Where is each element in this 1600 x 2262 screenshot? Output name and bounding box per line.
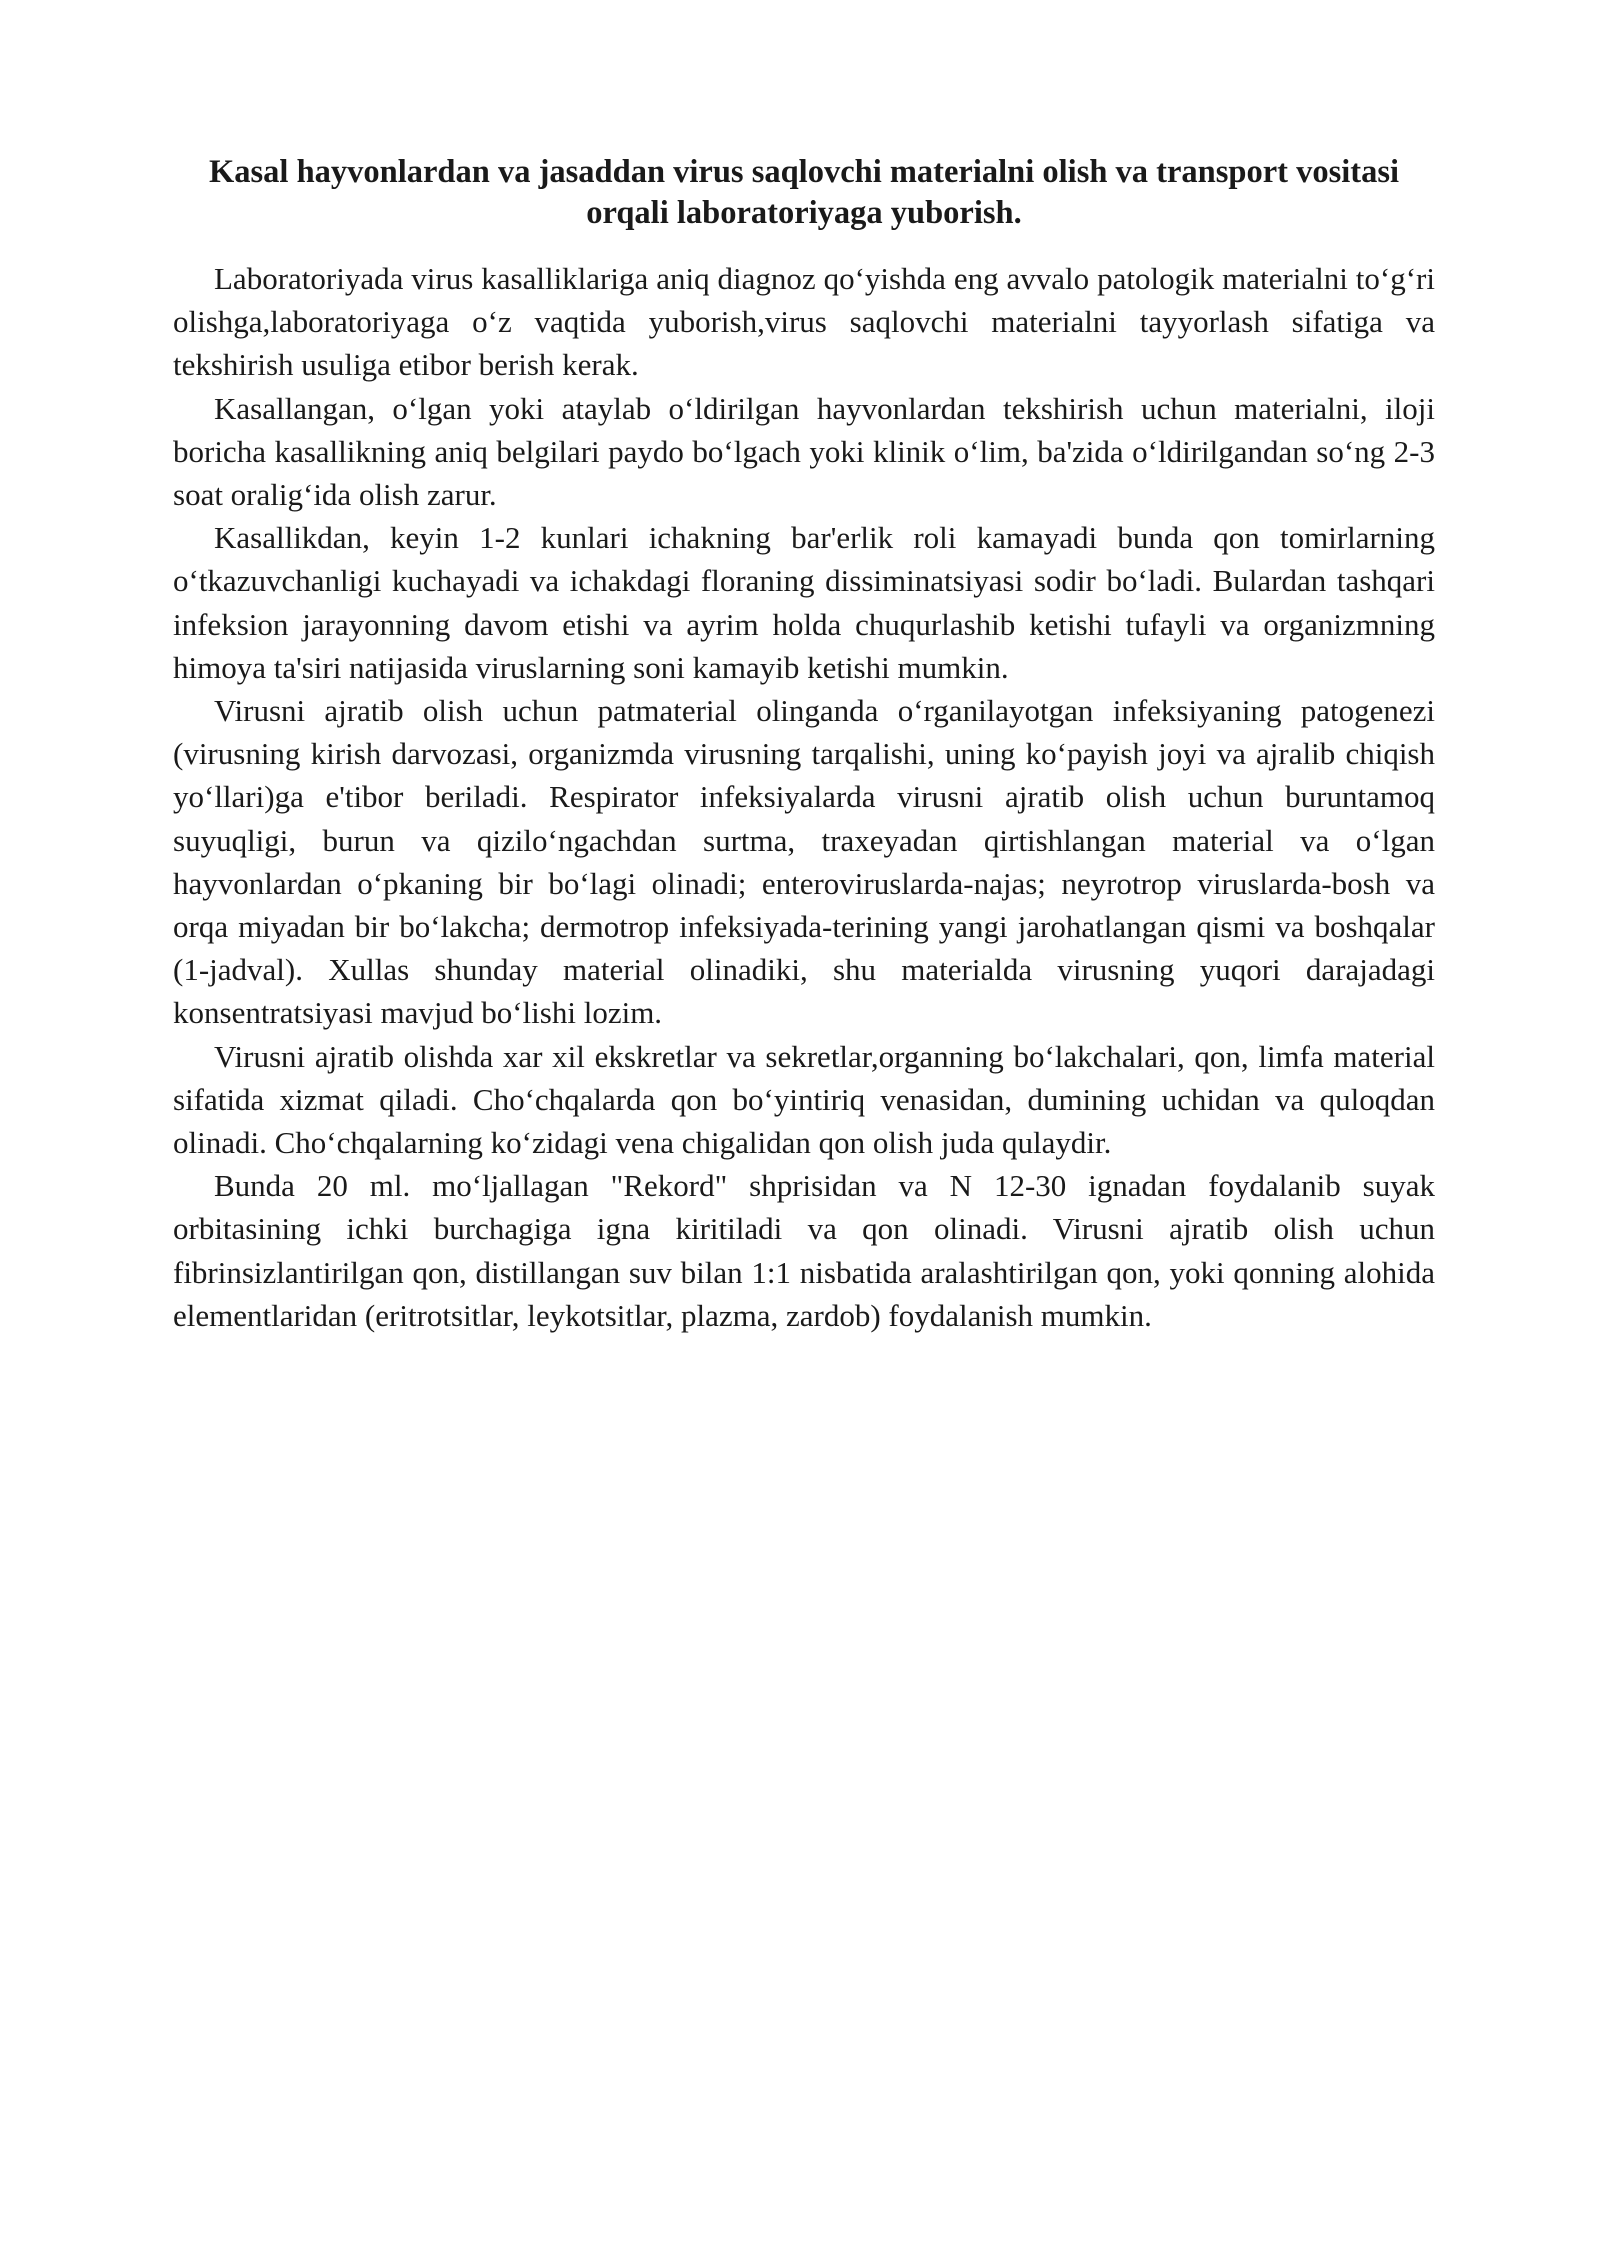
- paragraph: Laboratoriyada virus kasalliklariga aniq diagnoz qo‘yishda eng avvalo patologik materialni to‘g‘ri olishga,laboratoriyaga o‘z vaqtida yuborish,virus saqlovchi materialni tayyorlash sifatiga va tekshirish usuliga etibor berish kerak.: [173, 261, 1435, 383]
- paragraph: Bunda 20 ml. mo‘ljallagan "Rekord" shprisidan va N 12-30 ignadan foydalanib suyak orbitasining ichki burchagiga igna kiritiladi va qon olinadi. Virusni ajratib olish uchun fibrinsizlantirilgan qon, distillangan suv bilan 1:1 nisbatida aralashtirilgan qon, yoki qonning alohida elementlaridan (eritrotsitlar, leykotsitlar, plazma, zardob) foydalanish mumkin.: [173, 1168, 1435, 1333]
- paragraph: Virusni ajratib olishda xar xil ekskretlar va sekretlar,organning bo‘lakchalari, qon, limfa material sifatida xizmat qiladi. Cho‘chqalarda qon bo‘yintiriq venasidan, dumining uchidan va quloqdan olinadi. Cho‘chqalarning ko‘zidagi vena chigalidan qon olish juda qulaydir.: [173, 1038, 1435, 1161]
- paragraph: Virusni ajratib olish uchun patmaterial olinganda o‘rganilayotgan infeksiyaning patogenezi (virusning kirish darvozasi, organizmda virusning tarqalishi, uning ko‘payish joyi va ajralib chiqish yo‘llari)ga e'tibor beriladi. Respirator infeksiyalarda virusni ajratib olish uchun buruntamoq suyuqligi, burun va qizilo‘ngachdan surtma, traxeyadan qirtishlangan material va o‘lgan hayvonlardan o‘pkaning bir bo‘lagi olinadi; enteroviruslarda-najas; neyrotrop viruslarda-bosh va orqa miyadan bir bo‘lakcha; dermotrop infeksiyada-terining yangi jarohatlangan qismi va boshqalar (1-jadval). Xullas shunday material olinadiki, shu materialda virusning yuqori darajadagi konsentratsiyasi mavjud bo‘lishi lozim.: [173, 693, 1435, 1031]
- paragraph: Kasallikdan, keyin 1-2 kunlari ichakning bar'erlik roli kamayadi bunda qon tomirlarning o‘tkazuvchanligi kuchayadi va ichakdagi floraning dissiminatsiyasi sodir bo‘ladi. Bulardan tashqari infeksion jarayonning davom etishi va ayrim holda chuqurlashib ketishi tufayli va organizmning himoya ta'siri natijasida viruslarning soni kamayib ketishi mumkin.: [173, 520, 1435, 685]
- document-page: [173, 152, 1435, 1337]
- paragraph: Kasallangan, o‘lgan yoki ataylab o‘ldirilgan hayvonlardan tekshirish uchun materialni, iloji boricha kasallikning aniq belgilari paydo bo‘lgach yoki klinik o‘lim, ba'zida o‘ldirilgandan so‘ng 2-3 soat oralig‘ida olish zarur.: [173, 390, 1435, 513]
- document-title: Kasal hayvonlardan va jasaddan virus saqlovchi materialni olish va transport vositasi orqali laboratoriyaga yuborish.: [208, 154, 1400, 231]
